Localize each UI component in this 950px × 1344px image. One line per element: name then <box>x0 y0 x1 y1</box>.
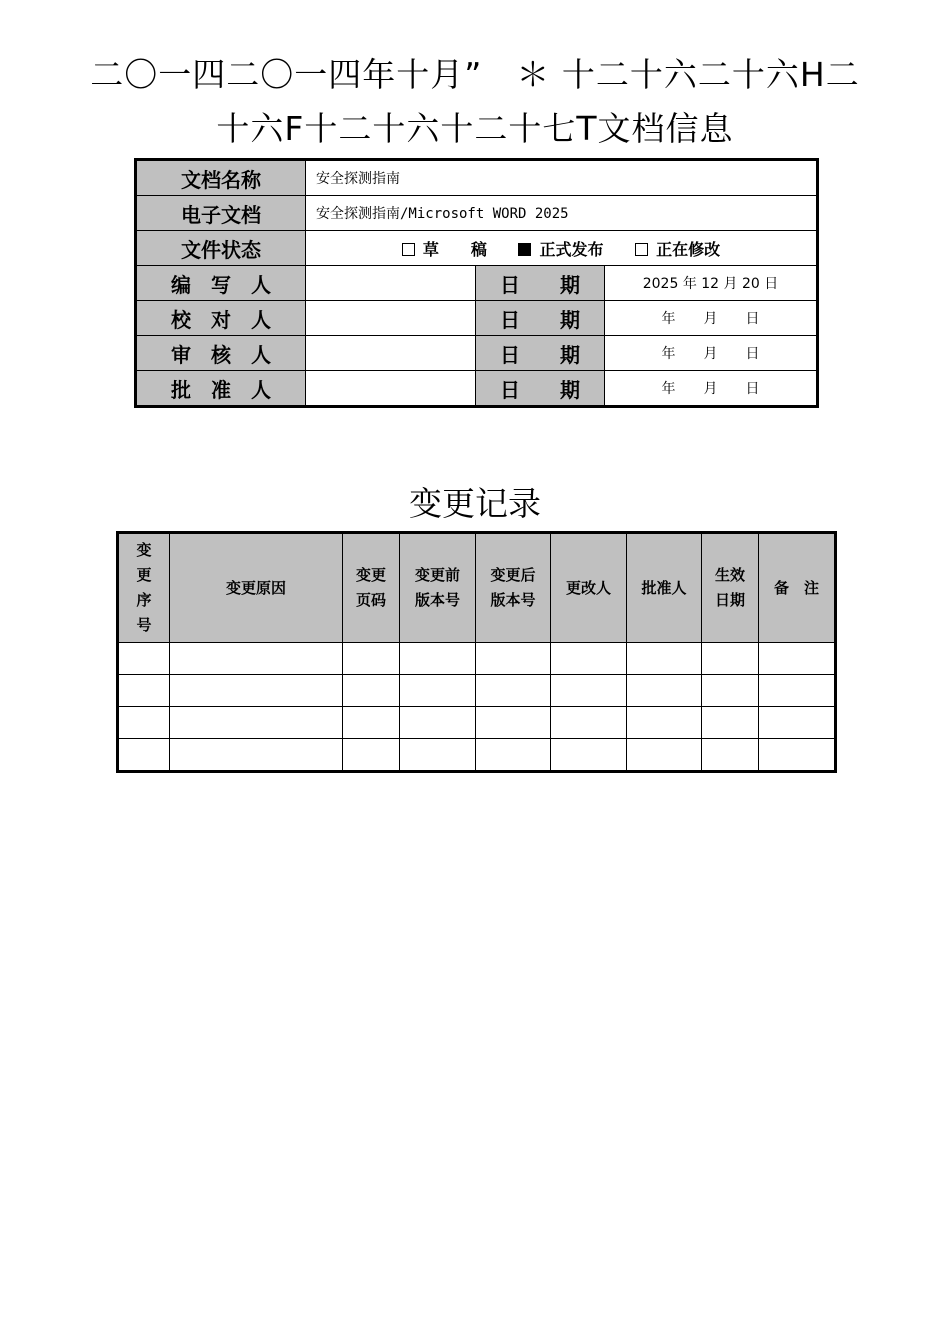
signoff-row <box>136 301 818 336</box>
change-log-column-header: 备 注 <box>759 533 836 643</box>
table-cell[interactable] <box>627 643 702 675</box>
table-cell[interactable] <box>627 707 702 739</box>
doc-file-label: 电子文档 <box>136 196 306 231</box>
change-log-body <box>118 643 836 772</box>
table-row <box>118 739 836 772</box>
status-option-draft[interactable]: 草 稿 <box>402 240 487 259</box>
title-line-2: 十六F十二十六十二十七T文档信息 <box>216 109 734 148</box>
signoff-person <box>306 371 476 407</box>
signoff-role: 校 对 人 <box>136 301 306 336</box>
table-cell[interactable] <box>400 643 476 675</box>
table-row <box>118 707 836 739</box>
signoff-row <box>136 266 818 301</box>
table-cell[interactable] <box>118 643 170 675</box>
signoff-row <box>136 371 818 407</box>
signoff-date-label: 日 期 <box>476 266 605 301</box>
doc-status-label: 文件状态 <box>136 231 306 266</box>
signoff-date-label: 日 期 <box>476 371 605 407</box>
table-row <box>118 643 836 675</box>
doc-file-value: 安全探测指南/Microsoft WORD 2025 <box>306 196 818 231</box>
doc-file-row <box>136 196 818 231</box>
doc-status-options <box>306 231 818 266</box>
table-cell[interactable] <box>170 675 343 707</box>
table-cell[interactable] <box>170 643 343 675</box>
change-log-column-header: 更改人 <box>551 533 627 643</box>
change-log-column-header: 变更后 版本号 <box>476 533 551 643</box>
status-option-released[interactable]: 正式发布 <box>518 240 603 259</box>
table-cell[interactable] <box>476 675 551 707</box>
status-option-revising[interactable]: 正在修改 <box>635 240 720 259</box>
table-cell[interactable] <box>551 675 627 707</box>
change-log-column-header: 批准人 <box>627 533 702 643</box>
table-cell[interactable] <box>551 643 627 675</box>
checkbox-checked-icon <box>518 243 531 256</box>
change-log-title: 变更记录 <box>409 484 541 523</box>
signoff-role: 批 准 人 <box>136 371 306 407</box>
table-cell[interactable] <box>702 643 759 675</box>
document-title <box>40 48 910 156</box>
table-cell[interactable] <box>343 675 400 707</box>
table-cell[interactable] <box>759 643 836 675</box>
table-cell[interactable] <box>551 707 627 739</box>
document-info-table <box>134 158 819 408</box>
checkbox-icon <box>635 243 648 256</box>
signoff-date-label: 日 期 <box>476 301 605 336</box>
table-cell[interactable] <box>702 739 759 772</box>
change-log-column-header: 生效 日期 <box>702 533 759 643</box>
table-cell[interactable] <box>400 675 476 707</box>
table-cell[interactable] <box>759 675 836 707</box>
signoff-person <box>306 266 476 301</box>
signoff-date: 年 月 日 <box>605 301 818 336</box>
change-log-header <box>118 533 836 643</box>
table-cell[interactable] <box>400 707 476 739</box>
table-cell[interactable] <box>476 739 551 772</box>
table-cell[interactable] <box>170 739 343 772</box>
table-cell[interactable] <box>343 707 400 739</box>
doc-name-label: 文档名称 <box>136 160 306 196</box>
signoff-date: 年 月 日 <box>605 336 818 371</box>
table-cell[interactable] <box>759 707 836 739</box>
doc-name-value: 安全探测指南 <box>306 160 818 196</box>
table-row <box>118 675 836 707</box>
table-cell[interactable] <box>118 675 170 707</box>
change-log-column-header: 变 更 序 号 <box>118 533 170 643</box>
table-cell[interactable] <box>702 707 759 739</box>
table-cell[interactable] <box>400 739 476 772</box>
table-cell[interactable] <box>476 707 551 739</box>
signoff-person <box>306 336 476 371</box>
table-cell[interactable] <box>759 739 836 772</box>
table-cell[interactable] <box>627 739 702 772</box>
signoff-date: 2025 年 12 月 20 日 <box>605 266 818 301</box>
checkbox-icon <box>402 243 415 256</box>
table-cell[interactable] <box>627 675 702 707</box>
doc-status-row <box>136 231 818 266</box>
change-log-column-header: 变更前 版本号 <box>400 533 476 643</box>
table-cell[interactable] <box>551 739 627 772</box>
change-log-table <box>116 531 837 773</box>
title-line-1: 二〇一四二〇一四年十月” ＊ 十二十六二十六H二 <box>90 55 860 94</box>
signoff-date: 年 月 日 <box>605 371 818 407</box>
change-log-column-header: 变更 页码 <box>343 533 400 643</box>
doc-name-row <box>136 160 818 196</box>
table-cell[interactable] <box>343 643 400 675</box>
table-cell[interactable] <box>170 707 343 739</box>
table-cell[interactable] <box>118 739 170 772</box>
table-cell[interactable] <box>702 675 759 707</box>
table-cell[interactable] <box>476 643 551 675</box>
signoff-row <box>136 336 818 371</box>
signoff-date-label: 日 期 <box>476 336 605 371</box>
change-log-column-header: 变更原因 <box>170 533 343 643</box>
table-cell[interactable] <box>118 707 170 739</box>
signoff-role: 编 写 人 <box>136 266 306 301</box>
table-cell[interactable] <box>343 739 400 772</box>
signoff-role: 审 核 人 <box>136 336 306 371</box>
signoff-person <box>306 301 476 336</box>
